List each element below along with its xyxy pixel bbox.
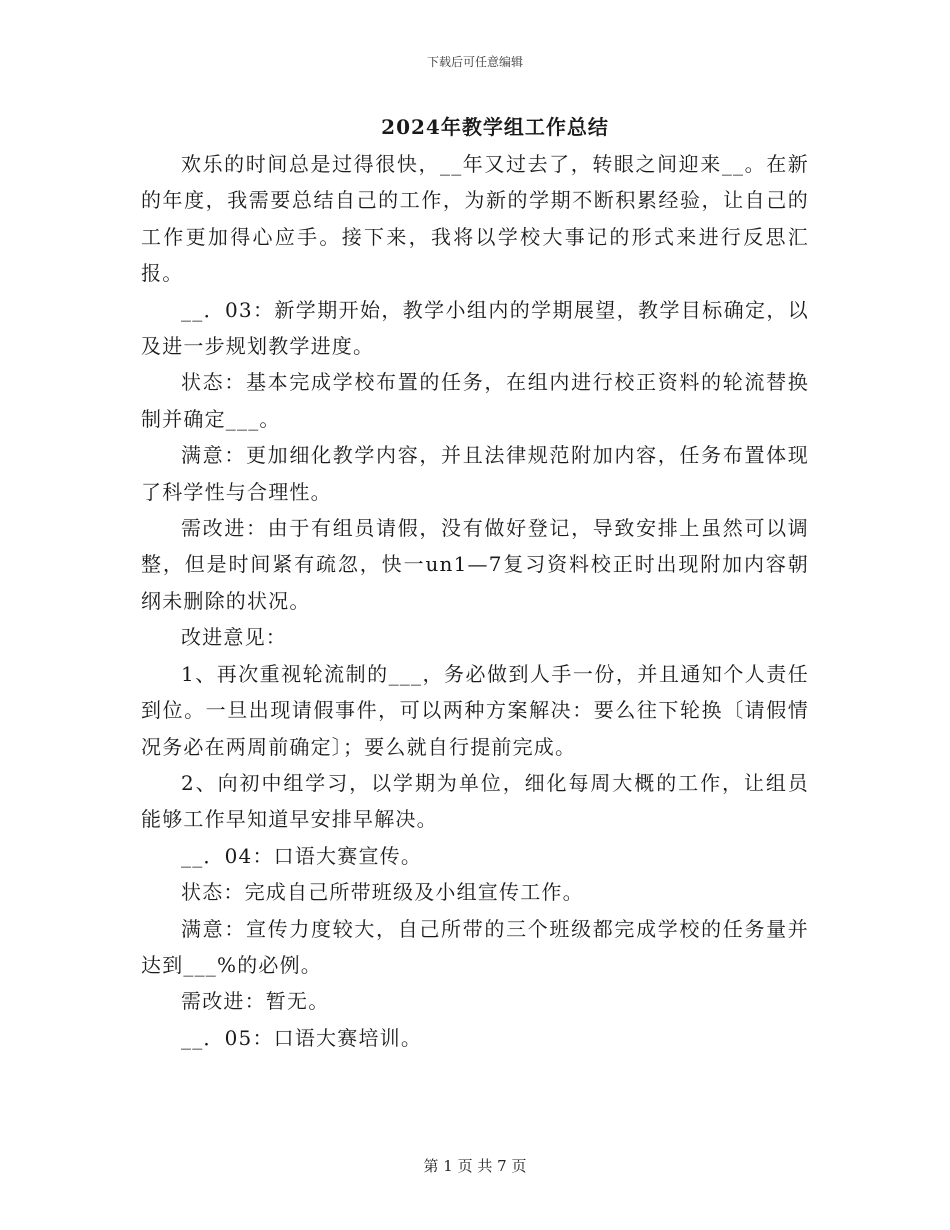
paragraph-suggestion-1: 1、再次重视轮流制的___，务必做到人手一份，并且通知个人责任到位。一旦出现请假事件，可以两种方案解决：要么往下轮换〔请假情况务必在两周前确定〕；要么就自行提前完成。	[141, 661, 809, 759]
paragraph-status: 状态：基本完成学校布置的任务，在组内进行校正资料的轮流替换制并确定___。	[141, 370, 809, 431]
paragraph-intro: 欢乐的时间总是过得很快，__年又过去了，转眼之间迎来__。在新的年度，我需要总结自己的工作，为新的学期不断积累经验，让自己的工作更加得心应手。接下来，我将以学校大事记的形式来进行反思汇报。	[141, 152, 809, 286]
document-body	[141, 146, 809, 1056]
paragraph-satisfied-04: 满意：宣传力度较大，自己所带的三个班级都完成学校的任务量并达到___%的必例。	[141, 916, 809, 977]
paragraph-improve: 需改进：由于有组员请假，没有做好登记，导致安排上虽然可以调整，但是时间紧有疏忽，快一un1—7复习资料校正时出现附加内容朝纲未删除的状况。	[141, 516, 809, 613]
paragraph-item-05: __．05：口语大赛培训。	[181, 1025, 423, 1050]
paragraph-suggestion-heading: 改进意见：	[181, 625, 287, 650]
paragraph-improve-04: 需改进：暂无。	[181, 989, 330, 1014]
paragraph-item-04: __．04：口语大赛宣传。	[181, 843, 423, 868]
paragraph-item-03: __．03：新学期开始，教学小组内的学期展望，教学目标确定，以及进一步规划教学进度。	[141, 297, 809, 359]
document-title: 2024年教学组工作总结	[381, 115, 609, 139]
paragraph-suggestion-2: 2、向初中组学习，以学期为单位，细化每周大概的工作，让组员能够工作早知道早安排早解决。	[141, 770, 809, 832]
paragraph-status-04: 状态：完成自己所带班级及小组宣传工作。	[181, 880, 584, 905]
page-footer: 第 1 页 共 7 页	[423, 1157, 527, 1175]
paragraph-satisfied: 满意：更加细化教学内容，并且法律规范附加内容，任务布置体现了科学性与合理性。	[141, 443, 809, 504]
header-note: 下载后可任意编辑	[426, 55, 523, 69]
